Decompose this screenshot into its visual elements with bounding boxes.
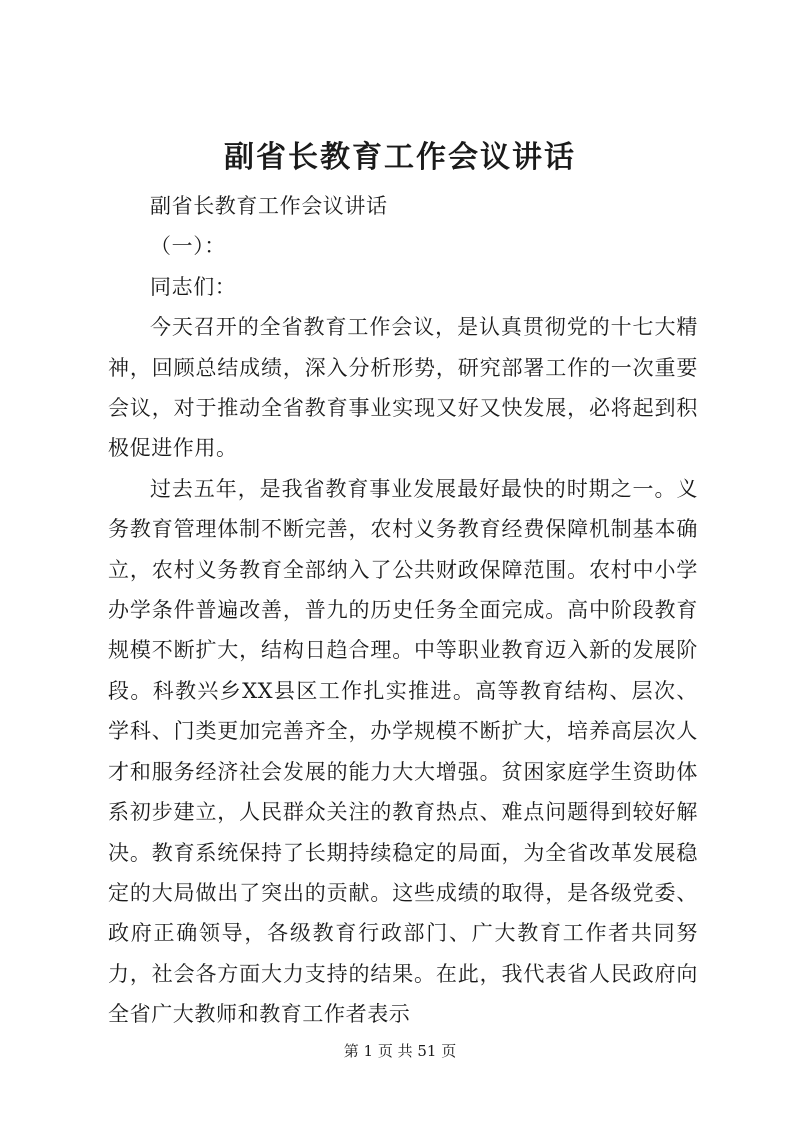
- paragraph-salutation: 同志们：: [150, 274, 237, 299]
- document-title: 副省长教育工作会议讲话: [224, 140, 576, 175]
- paragraph-section-marker: （一）：: [150, 234, 226, 259]
- page-footer: 第 1 页 共 51 页: [343, 1042, 457, 1060]
- paragraph-subtitle: 副省长教育工作会议讲话: [150, 194, 388, 218]
- paragraph-opening: 今天召开的全省教育工作会议，是认真贯彻党的十七大精神，回顾总结成绩，深入分析形势，研究部署工作的一次重要会议，对于推动全省教育事业实现又好又快发展，必将起到积极促进作用。: [108, 315, 698, 461]
- paragraph-review: 过去五年，是我省教育事业发展最好最快的时期之一。义务教育管理体制不断完善，农村义务教育经费保障机制基本确立，农村义务教育全部纳入了公共财政保障范围。农村中小学办学条件普遍改善，普九的历史任务全面完成。高中阶段教育规模不断扩大，结构日趋合理。中等职业教育迈入新的发展阶段。科教兴乡XX县区工作扎实推进。高等教育结构、层次、学科、门类更加完善齐全，办学规模不断扩大，培养高层次人才和服务经济社会发展的能力大大增强。贫困家庭学生资助体系初步建立，人民群众关注的教育热点、难点问题得到较好解决。教育系统保持了长期持续稳定的局面，为全省改革发展稳定的大局做出了突出的贡献。这些成绩的取得，是各级党委、政府正确领导，各级教育行政部门、广大教育工作者共同努力，社会各方面大力支持的结果。在此，我代表省人民政府向全省广大教师和教育工作者表示: [108, 476, 698, 1027]
- document-body: [108, 186, 698, 1035]
